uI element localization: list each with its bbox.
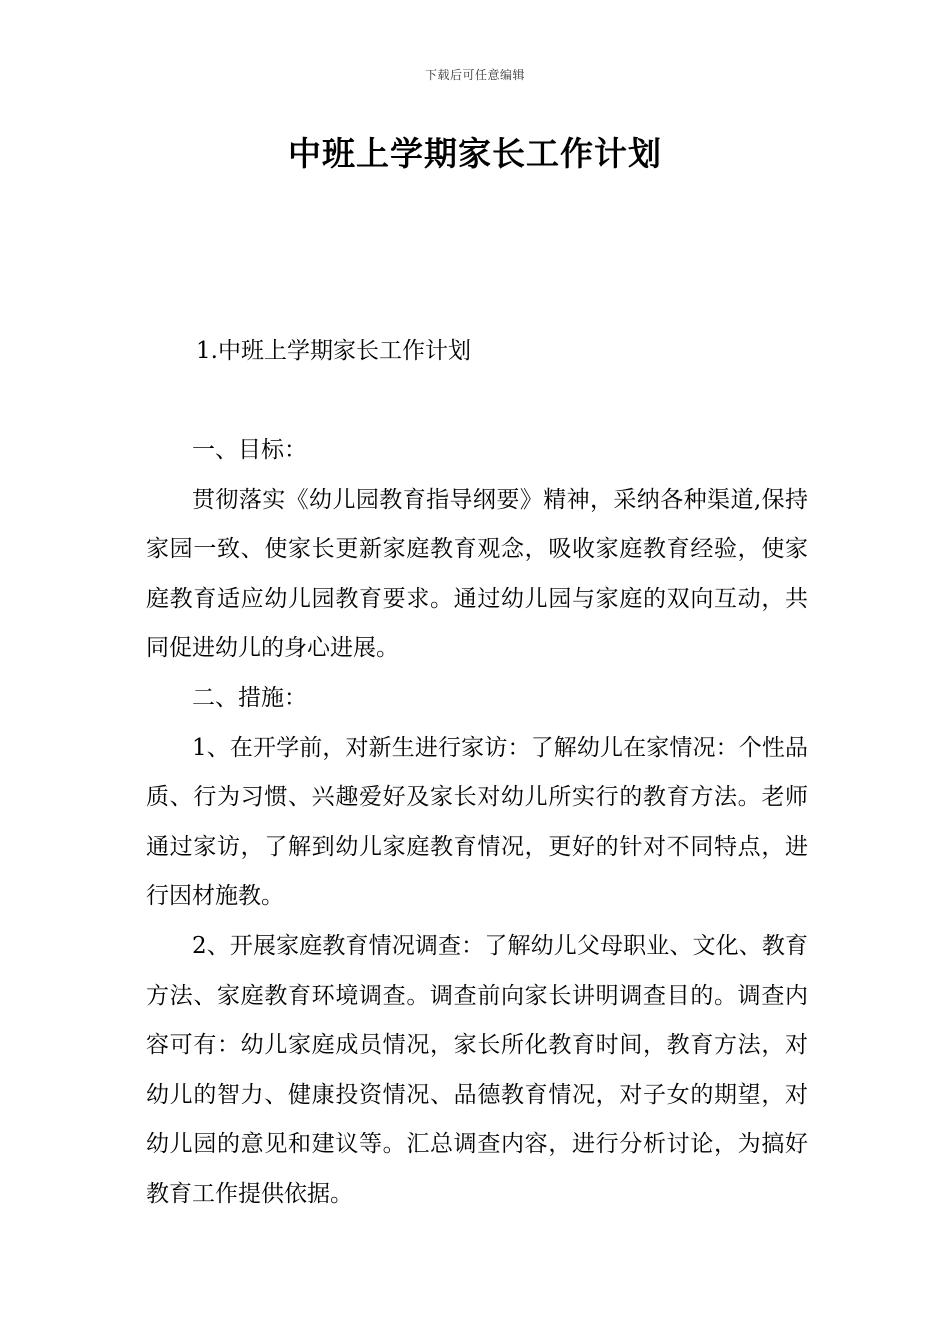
- document-title: 中班上学期家长工作计划: [288, 134, 662, 173]
- paragraph-measures-heading: 二、措施：: [192, 684, 307, 711]
- paragraph-measure-2: 2、开展家庭教育情况调查：了解幼儿父母职业、文化、教育方法、家庭教育环境调查。调查前向家长讲明调查目的。调查内容可有：幼儿家庭成员情况，家长所化教育时间，教育方法，对幼儿的智力、健康投资情况、品德教育情况，对子女的期望，对幼儿园的意见和建议等。汇总调查内容，进行分析讨论，为搞好教育工作提供依据。: [146, 932, 808, 1207]
- section-title: 1.中班上学期家长工作计划: [196, 338, 471, 364]
- paragraph-measure-1: 1、在开学前，对新生进行家访：了解幼儿在家情况：个性品质、行为习惯、兴趣爱好及家长对幼儿所实行的教育方法。老师通过家访，了解到幼儿家庭教育情况，更好的针对不同特点，进行因材施教。: [146, 734, 808, 910]
- paragraph-goal-heading: 一、目标：: [192, 437, 307, 463]
- paragraph-goal-text: 贯彻落实《幼儿园教育指导纲要》精神，采纳各种渠道,保持家园一致、使家长更新家庭教育观念，吸收家庭教育经验，使家庭教育适应幼儿园教育要求。通过幼儿园与家庭的双向互动，共同促进幼儿的身心进展。: [146, 486, 808, 662]
- document-body: [146, 426, 808, 1220]
- header-note: 下载后可任意编辑: [424, 68, 525, 82]
